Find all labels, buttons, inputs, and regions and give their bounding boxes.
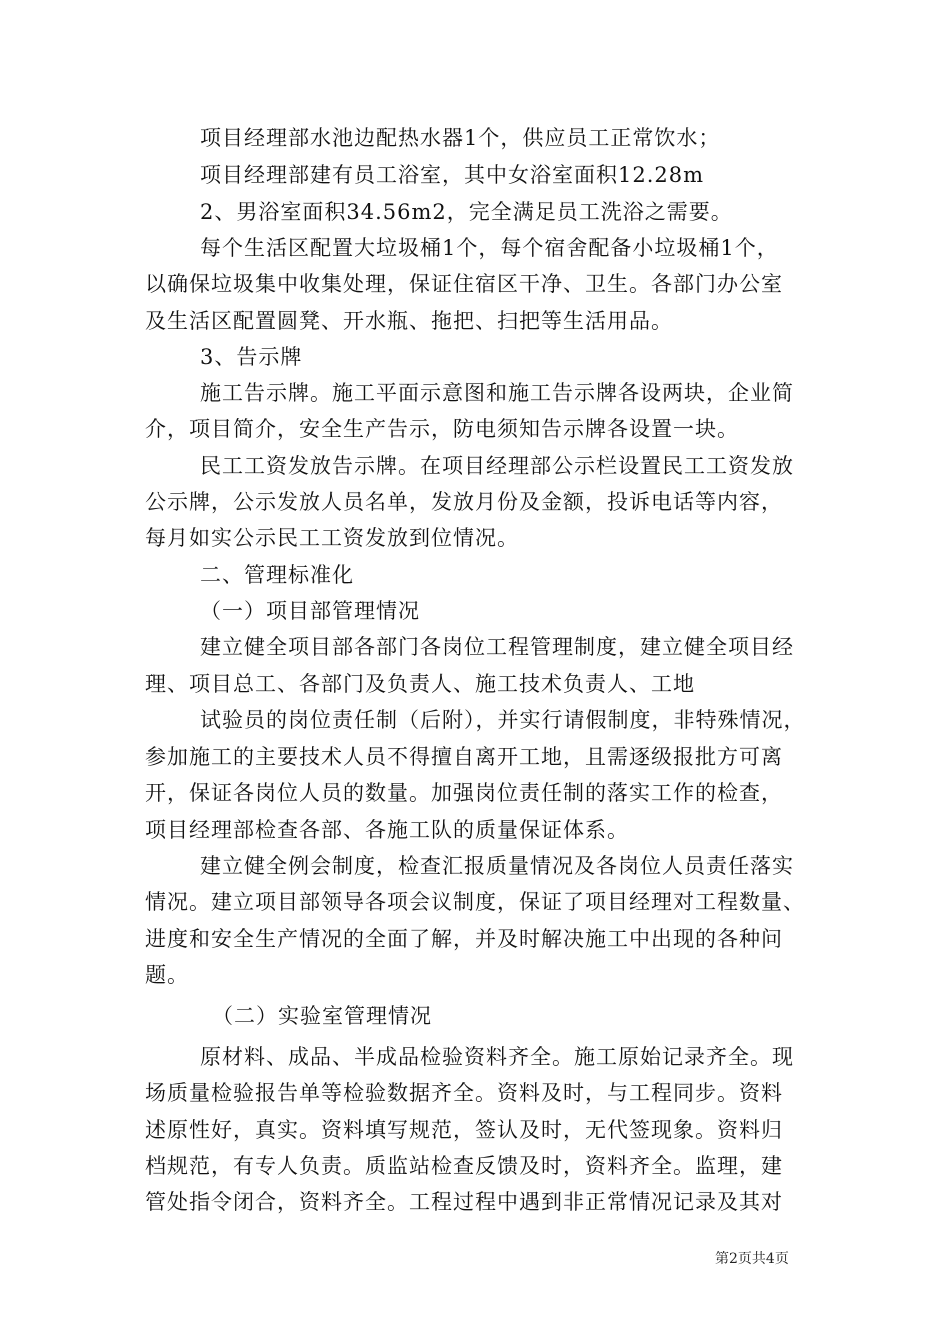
subsection-heading: （一）项目部管理情况 — [200, 599, 420, 623]
paragraph-line: 理、项目总工、各部门及负责人、施工技术负责人、工地 — [145, 672, 695, 696]
paragraph-line: 及生活区配置圆凳、开水瓶、拖把、扫把等生活用品。 — [145, 309, 673, 333]
paragraph-line: 题。 — [145, 963, 189, 987]
paragraph-line: 每月如实公示民工工资发放到位情况。 — [145, 526, 519, 550]
paragraph-line: 档规范，有专人负责。质监站检查反馈及时，资料齐全。监理，建 — [145, 1154, 783, 1178]
paragraph-line: 每个生活区配置大垃圾桶1个，每个宿舍配备小垃圾桶1个， — [200, 236, 779, 260]
paragraph-line: 情况。建立项目部领导各项会议制度，保证了项目经理对工程数量、 — [145, 890, 805, 914]
paragraph-line: 进度和安全生产情况的全面了解，并及时解决施工中出现的各种问 — [145, 927, 783, 951]
page-number: 第2页共4页 — [715, 1251, 789, 1267]
paragraph-line: 管处指令闭合，资料齐全。工程过程中遇到非正常情况记录及其对 — [145, 1190, 783, 1214]
paragraph-line: 述原性好，真实。资料填写规范，签认及时，无代签现象。资料归 — [145, 1118, 783, 1142]
paragraph-line: 施工告示牌。施工平面示意图和施工告示牌各设两块，企业简 — [200, 381, 794, 405]
paragraph-line: 项目经理部建有员工浴室，其中女浴室面积12.28m — [200, 163, 705, 187]
paragraph-line: 以确保垃圾集中收集处理，保证住宿区干净、卫生。各部门办公室 — [145, 272, 783, 296]
paragraph-line: 场质量检验报告单等检验数据齐全。资料及时，与工程同步。资料 — [145, 1081, 783, 1105]
paragraph-line: 项目经理部水池边配热水器1个，供应员工正常饮水； — [200, 126, 721, 150]
paragraph-line: 参加施工的主要技术人员不得擅自离开工地，且需逐级报批方可离 — [145, 745, 783, 769]
section-heading: 二、管理标准化 — [200, 563, 354, 587]
paragraph-line: 开，保证各岗位人员的数量。加强岗位责任制的落实工作的检查， — [145, 781, 783, 805]
paragraph-line: 介，项目简介，安全生产告示，防电须知告示牌各设置一块。 — [145, 417, 739, 441]
paragraph-line: 项目经理部检查各部、各施工队的质量保证体系。 — [145, 818, 629, 842]
paragraph-line: 试验员的岗位责任制（后附），并实行请假制度，非特殊情况， — [200, 708, 806, 732]
paragraph-line: 建立健全项目部各部门各岗位工程管理制度，建立健全项目经 — [200, 635, 794, 659]
paragraph-line: 公示牌，公示发放人员名单，发放月份及金额，投诉电话等内容， — [145, 490, 783, 514]
paragraph-line: 建立健全例会制度，检查汇报质量情况及各岗位人员责任落实 — [200, 854, 794, 878]
section-heading: 3、告示牌 — [200, 345, 303, 369]
paragraph-line: 民工工资发放告示牌。在项目经理部公示栏设置民工工资发放 — [200, 454, 794, 478]
paragraph-line: 原材料、成品、半成品检验资料齐全。施工原始记录齐全。现 — [200, 1045, 794, 1069]
subsection-heading: （二）实验室管理情况 — [212, 1004, 432, 1028]
paragraph-line: 2、男浴室面积34.56m2，完全满足员工洗浴之需要。 — [200, 200, 733, 224]
